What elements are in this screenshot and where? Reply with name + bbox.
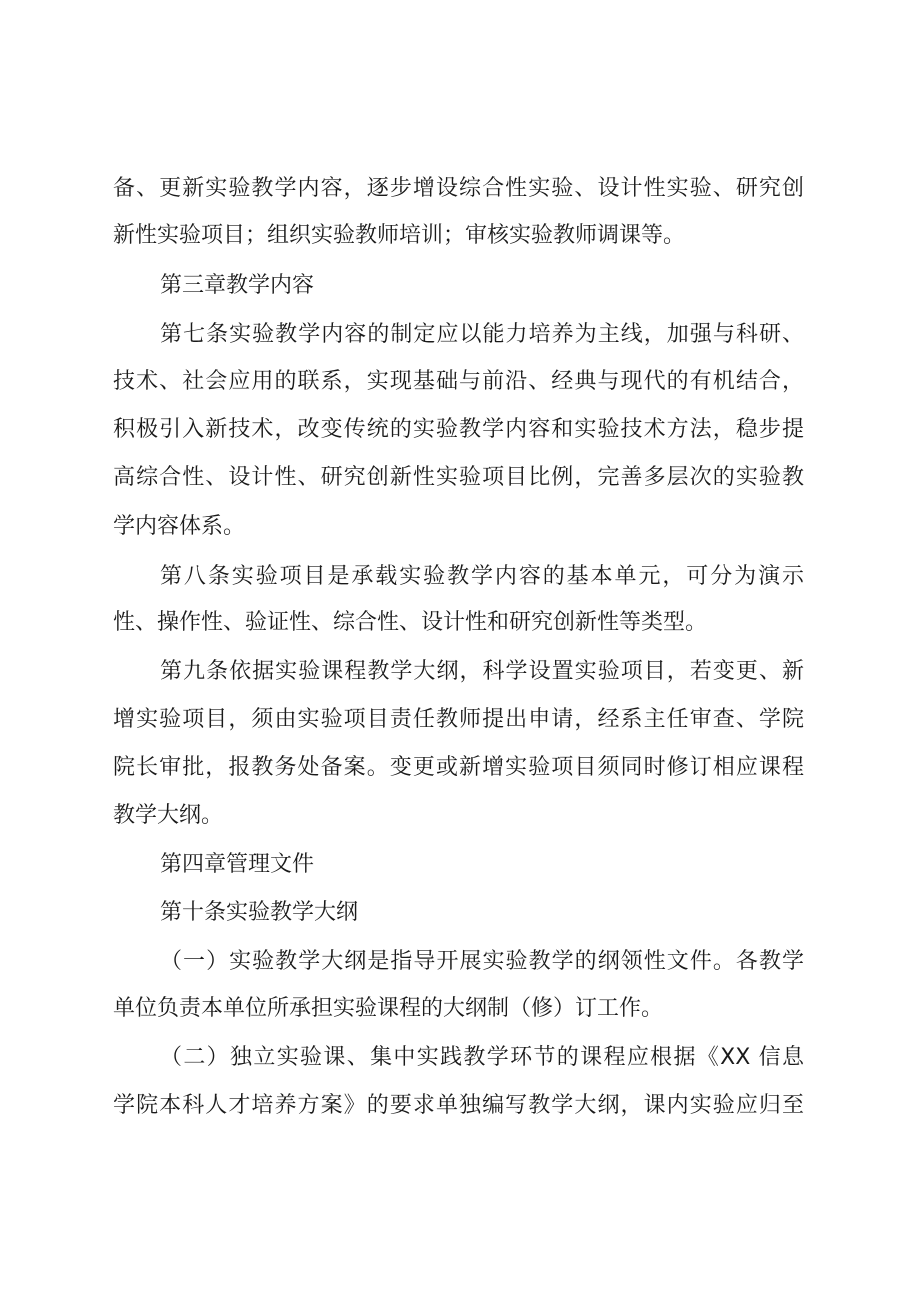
chapter-heading — [0, 266, 920, 306]
paragraph-line — [0, 652, 920, 692]
line-text: 技术、社会应用的联系，实现基础与前沿、经典与现代的有机结合， — [113, 369, 804, 394]
line-text: 增实验项目，须由实验项目责任教师提出申请，经系主任审查、学院 — [113, 707, 804, 732]
paragraph-line — [0, 507, 920, 547]
paragraph-line — [0, 362, 920, 402]
heading-text: 第四章管理文件 — [160, 852, 315, 877]
line-text: 性、操作性、验证性、综合性、设计性和研究创新性等类型。 — [113, 610, 708, 635]
line-text: 备、更新实验教学内容，逐步增设综合性实验、设计性实验、研究创 — [113, 176, 804, 201]
paragraph-line — [0, 748, 920, 788]
line-text: 新性实验项目；组织实验教师培训；审核实验教师调课等。 — [113, 223, 686, 248]
line-text: （二）独立实验课、集中实践教学环节的课程应根据《XX 信息 — [160, 1045, 804, 1070]
heading-text: 第十条实验教学大纲 — [160, 900, 359, 925]
heading-text: 第三章教学内容 — [160, 273, 315, 298]
paragraph-line — [0, 410, 920, 450]
line-text: （一）实验教学大纲是指导开展实验教学的纲领性文件。各教学 — [160, 949, 804, 974]
paragraph-line — [0, 557, 920, 597]
line-text: 学内容体系。 — [113, 514, 246, 539]
line-text: 第八条实验项目是承载实验教学内容的基本单元，可分为演示 — [160, 564, 804, 589]
line-text: 学院本科人才培养方案》的要求单独编写教学大纲，课内实验应归至 — [113, 1093, 804, 1118]
paragraph-line — [0, 1086, 920, 1126]
line-text: 第七条实验教学内容的制定应以能力培养为主线，加强与科研、 — [160, 322, 804, 347]
line-text: 积极引入新技术，改变传统的实验教学内容和实验技术方法，稳步提 — [113, 417, 804, 442]
paragraph-line — [0, 989, 920, 1029]
paragraph-line — [0, 216, 920, 256]
paragraph-line — [0, 315, 920, 355]
line-text: 单位负责本单位所承担实验课程的大纲制（修）订工作。 — [113, 996, 664, 1021]
paragraph-line — [0, 169, 920, 209]
paragraph-line — [0, 1038, 920, 1078]
line-text: 第九条依据实验课程教学大纲，科学设置实验项目，若变更、新 — [160, 659, 804, 684]
line-text: 高综合性、设计性、研究创新性实验项目比例，完善多层次的实验教 — [113, 465, 804, 490]
line-text: 教学大纲。 — [113, 803, 224, 828]
article-heading — [0, 893, 920, 933]
paragraph-line — [0, 458, 920, 498]
paragraph-line — [0, 603, 920, 643]
paragraph-line — [0, 700, 920, 740]
paragraph-line — [0, 796, 920, 836]
paragraph-line — [0, 942, 920, 982]
chapter-heading — [0, 845, 920, 885]
line-text: 院长审批，报教务处备案。变更或新增实验项目须同时修订相应课程 — [113, 755, 804, 780]
